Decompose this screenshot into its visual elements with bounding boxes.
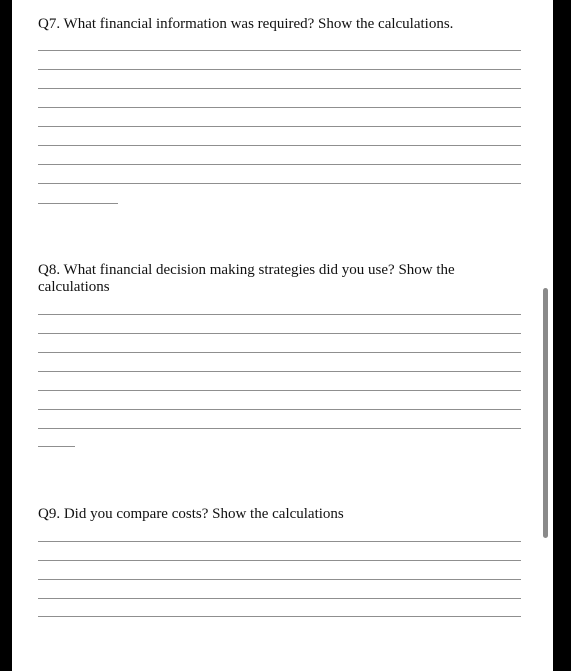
answer-line[interactable] bbox=[38, 69, 521, 70]
answer-line[interactable] bbox=[38, 371, 521, 372]
vertical-scrollbar[interactable] bbox=[543, 288, 548, 538]
answer-line[interactable] bbox=[38, 409, 521, 410]
answer-line[interactable] bbox=[38, 164, 521, 165]
question-8: Q8. What financial decision making strategies did you use? Show the calculations bbox=[38, 262, 455, 295]
answer-line[interactable] bbox=[38, 126, 521, 127]
answer-line[interactable] bbox=[38, 314, 521, 315]
answer-line[interactable] bbox=[38, 352, 521, 353]
answer-line[interactable] bbox=[38, 446, 75, 447]
answer-line[interactable] bbox=[38, 203, 118, 204]
answer-line[interactable] bbox=[38, 616, 521, 617]
answer-line[interactable] bbox=[38, 107, 521, 108]
answer-line[interactable] bbox=[38, 598, 521, 599]
answer-line[interactable] bbox=[38, 579, 521, 580]
answer-line[interactable] bbox=[38, 560, 521, 561]
answer-line[interactable] bbox=[38, 390, 521, 391]
answer-line[interactable] bbox=[38, 88, 521, 89]
answer-line[interactable] bbox=[38, 145, 521, 146]
answer-line[interactable] bbox=[38, 428, 521, 429]
worksheet-page bbox=[12, 0, 553, 671]
answer-line[interactable] bbox=[38, 183, 521, 184]
question-7: Q7. What financial information was required? Show the calculations. bbox=[38, 16, 454, 32]
question-9: Q9. Did you compare costs? Show the calculations bbox=[38, 506, 344, 522]
answer-line[interactable] bbox=[38, 541, 521, 542]
answer-line[interactable] bbox=[38, 50, 521, 51]
answer-line[interactable] bbox=[38, 333, 521, 334]
